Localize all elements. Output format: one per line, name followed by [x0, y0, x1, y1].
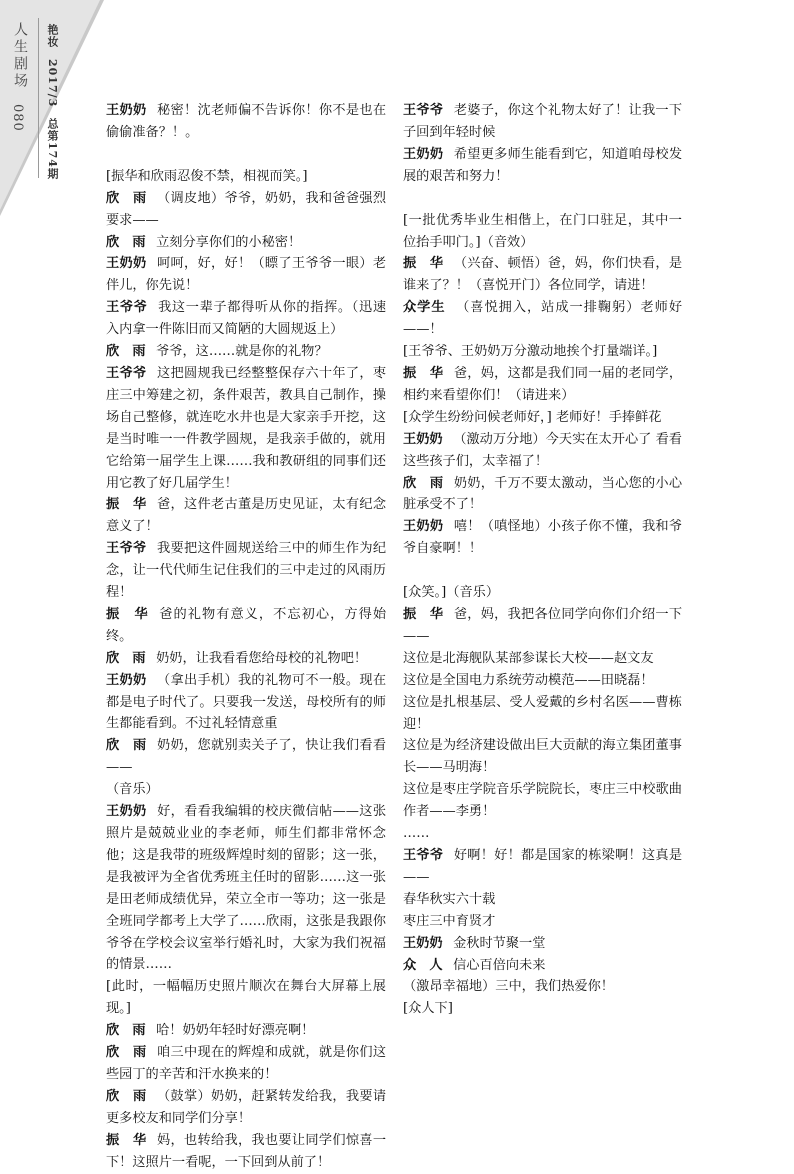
speaker-name: 振 华 — [106, 497, 147, 513]
line-text: 老婆子，你这个礼物太好了！让我一下子回到年轻时候 — [403, 103, 683, 140]
stage-direction — [106, 779, 386, 801]
dialogue-line — [403, 933, 682, 955]
line-text: 枣庄三中育贤才 — [403, 913, 496, 929]
section-tag — [10, 22, 36, 132]
speaker-name: 王奶奶 — [403, 519, 444, 535]
dialogue-line — [106, 1020, 386, 1042]
speaker-name: 振 华 — [403, 365, 444, 381]
line-text: 金秋时节聚一堂 — [453, 935, 546, 951]
line-text: 好，看看我编辑的校庆微信帖——这张照片是兢兢业业的李老师，师生们都非常怀念他；这是我带的班级辉煌时刻的留影；这一张，是我被评为全省优秀班主任时的留影……这一张是田老师成绩优异，荣立全市一等功；这一张是全班同学都考上大学了……欣雨，这张是我跟你爷爷在学校会议室举行婚礼时，大家为我们祝福的情景…… — [106, 804, 387, 973]
speaker-name: 振 华 — [403, 256, 444, 272]
speaker-name: 欣 雨 — [106, 738, 147, 754]
line-text: 妈，也转给我，我也要让同学们惊喜一下！这照片一看呢，一下回到从前了！ — [106, 1132, 387, 1170]
line-text: （音乐） — [106, 782, 159, 798]
stage-direction — [403, 407, 682, 429]
stage-direction — [403, 823, 682, 845]
right-text-column — [403, 100, 682, 1020]
dialogue-line — [106, 341, 386, 363]
line-text: 秘密！沈老师偏不告诉你！你不是也在偷偷准备？！。 — [106, 103, 387, 140]
speaker-name: 王爷爷 — [106, 365, 147, 381]
line-text: 爸的礼物有意义，不忘初心，方得始终。 — [106, 606, 387, 644]
stage-direction — [403, 692, 682, 736]
dialogue-line — [403, 516, 682, 560]
dialogue-line — [106, 648, 386, 670]
line-text: 爸，这件老古董是历史见证，太有纪念意义了！ — [106, 497, 387, 535]
line-text: 我要把这件圆规送给三中的师生作为纪念，让一代代师生记住我们的三中走过的风雨历程！ — [106, 541, 387, 601]
dialogue-line — [106, 253, 386, 297]
dialogue-line — [106, 232, 386, 254]
speaker-name: 振 华 — [106, 1132, 147, 1148]
dialogue-line — [403, 363, 682, 407]
line-text: [振华和欣雨忍俊不禁，相视而笑。] — [106, 168, 308, 184]
line-text: 哈！奶奶年轻时好漂亮啊！ — [156, 1023, 315, 1039]
dialogue-line — [403, 100, 682, 144]
line-text: [众笑。]（音乐） — [403, 585, 500, 601]
line-text: 这位是扎根基层、受人爱戴的乡村名医——曹栋迎！ — [403, 694, 682, 732]
line-text: 爸，妈，这都是我们同一届的老同学，相约来看望你们！（请进来） — [403, 365, 683, 403]
line-text: （兴奋、顿悟）爸，妈，你们快看，是谁来了？！（喜悦开门）各位同学，请进！ — [403, 256, 683, 294]
line-text: [此时，一幅幅历史照片顺次在舞台大屏幕上展现。] — [106, 979, 386, 1017]
dialogue-line — [403, 429, 682, 473]
line-text: 呵呵，好，好！（瞟了王爷爷一眼）老伴儿，你先说！ — [106, 256, 387, 294]
stage-direction — [403, 889, 682, 911]
stage-direction — [403, 779, 682, 823]
speaker-name: 欣 雨 — [106, 190, 147, 206]
line-text: 这位是为经济建设做出巨大贡献的海立集团董事长——马明海！ — [403, 738, 682, 776]
section-title: 人生剧场 — [12, 22, 28, 90]
dialogue-line — [106, 100, 386, 144]
speaker-name: 欣 雨 — [106, 1088, 147, 1104]
speaker-name: 欣 雨 — [106, 1045, 147, 1061]
line-text: 这位是枣庄学院音乐学院院长，枣庄三中校歌曲作者——李勇！ — [403, 782, 682, 820]
line-text: [一批优秀毕业生相偕上，在门口驻足，其中一位抬手叩门。]（音效） — [403, 212, 682, 250]
speaker-name: 振 华 — [106, 606, 149, 622]
paragraph-gap — [403, 560, 682, 582]
dialogue-line — [106, 670, 386, 736]
stage-direction — [403, 670, 682, 692]
speaker-name: 欣 雨 — [106, 1023, 146, 1039]
paragraph-gap — [403, 188, 682, 210]
line-text: 立刻分享你们的小秘密！ — [156, 234, 302, 250]
dialogue-line — [106, 538, 386, 604]
line-text: [众学生纷纷问候老师好，] 老师好！手捧鲜花 — [403, 409, 662, 425]
left-text-column — [106, 100, 386, 1174]
line-text: 奶奶，您就别卖关子了，快让我们看看—— — [106, 738, 387, 776]
dialogue-line — [106, 735, 386, 779]
line-text: 爷爷，这……就是你的礼物？ — [156, 344, 328, 360]
stage-direction — [403, 976, 682, 998]
speaker-name: 振 华 — [403, 607, 444, 623]
speaker-name: 欣 雨 — [403, 475, 444, 491]
page-number: 080 — [10, 104, 25, 132]
issue-date: 2017/3 — [46, 58, 59, 108]
line-text: （鼓掌）奶奶，赶紧转发给我，我要请更多校友和同学们分享！ — [106, 1088, 387, 1126]
dialogue-line — [403, 845, 682, 889]
line-text: 这位是全国电力系统劳动模范——田晓磊！ — [403, 672, 654, 688]
line-text: 嘻！（嗔怪地）小孩子你不懂，我和爷爷自豪啊！！ — [403, 519, 683, 557]
speaker-name: 众 人 — [403, 957, 443, 973]
stage-direction — [403, 341, 682, 363]
stage-direction — [403, 648, 682, 670]
line-text: （调皮地）爷爷，奶奶，我和爸爸强烈要求—— — [106, 190, 387, 228]
dialogue-line — [106, 494, 386, 538]
line-text: 我这一辈子都得听从你的指挥。（迅速入内拿一件陈旧而又简陋的大圆规返上） — [106, 300, 387, 338]
line-text: 信心百倍向未来 — [453, 957, 546, 973]
dialogue-line — [106, 801, 386, 976]
line-text: 奶奶，让我看看您给母校的礼物吧！ — [156, 650, 368, 666]
dialogue-line — [403, 253, 682, 297]
speaker-name: 欣 雨 — [106, 234, 146, 250]
dialogue-line — [106, 604, 386, 648]
issue-number: 总第174期 — [46, 117, 59, 180]
line-text: （激动万分地）今天实在太开心了 看看这些孩子们，太幸福了！ — [403, 431, 682, 469]
line-text: [众人下] — [403, 1001, 453, 1017]
line-text: 这把圆规我已经整整保存六十年了，枣庄三中筹建之初，条件艰苦，教具自己制作，操场自己整修，就连吃水井也是大家亲手开挖，这是当时唯一一件教学圆规，是我亲手做的，就用它给第一届学生上课……我和教研组的同事们还用它教了好几届学生！ — [106, 365, 387, 491]
dialogue-line — [106, 188, 386, 232]
speaker-name: 众学生 — [403, 300, 446, 316]
magazine-name: 艳妆 — [46, 24, 59, 48]
dialogue-line — [106, 363, 386, 494]
line-text: 希望更多师生能看到它，知道咱母校发展的艰苦和努力！ — [403, 146, 683, 184]
dialogue-line — [106, 1130, 386, 1174]
speaker-name: 王奶奶 — [106, 103, 147, 118]
dialogue-line — [106, 297, 386, 341]
speaker-name: 欣 雨 — [106, 650, 146, 666]
stage-direction — [403, 582, 682, 604]
line-text: 奶奶，千万不要太激动，当心您的小心脏承受不了！ — [403, 475, 683, 513]
speaker-name: 王奶奶 — [106, 256, 147, 272]
stage-direction — [106, 166, 386, 188]
dialogue-line — [403, 297, 682, 341]
speaker-name: 欣 雨 — [106, 344, 146, 360]
dialogue-line — [106, 1042, 386, 1086]
speaker-name: 王爷爷 — [106, 300, 148, 316]
speaker-name: 王爷爷 — [106, 541, 147, 557]
dialogue-line — [403, 473, 682, 517]
dialogue-line — [403, 604, 682, 648]
speaker-name: 王爷爷 — [403, 103, 444, 118]
stage-direction — [403, 998, 682, 1020]
line-text: 咱三中现在的辉煌和成就，就是你们这些园丁的辛苦和汗水换来的！ — [106, 1045, 387, 1082]
line-text: 春华秋实六十载 — [403, 891, 496, 907]
header-divider — [38, 18, 39, 178]
dialogue-line — [403, 955, 682, 977]
speaker-name: 王奶奶 — [403, 935, 443, 951]
dialogue-line — [106, 1086, 386, 1130]
line-text: 爸，妈，我把各位同学向你们介绍一下—— — [403, 607, 683, 644]
line-text: （激昂幸福地）三中，我们热爱你！ — [403, 979, 614, 995]
paragraph-gap — [106, 144, 386, 166]
dialogue-line — [403, 144, 682, 188]
speaker-name: 王奶奶 — [403, 146, 444, 162]
speaker-name: 王奶奶 — [106, 804, 147, 820]
line-text: 这位是北海舰队某部参谋长大校——赵文友 — [403, 650, 654, 666]
line-text: 好啊！好！都是国家的栋梁啊！这真是—— — [403, 848, 683, 885]
speaker-name: 王爷爷 — [403, 848, 444, 863]
stage-direction — [106, 976, 386, 1020]
stage-direction — [403, 735, 682, 779]
issue-info — [44, 24, 60, 186]
speaker-name: 王奶奶 — [106, 672, 147, 688]
line-text: （喜悦拥入，站成一排鞠躬）老师好——！ — [403, 300, 683, 338]
line-text: （拿出手机）我的礼物可不一般。现在都是电子时代了。只要我一发送，母校所有的师生都能看到。不过礼轻情意重 — [106, 672, 387, 732]
line-text: …… — [403, 826, 430, 842]
speaker-name: 王奶奶 — [403, 431, 443, 447]
stage-direction — [403, 911, 682, 933]
line-text: [王爷爷、王奶奶万分激动地挨个打量端详。] — [403, 344, 658, 360]
stage-direction — [403, 210, 682, 254]
